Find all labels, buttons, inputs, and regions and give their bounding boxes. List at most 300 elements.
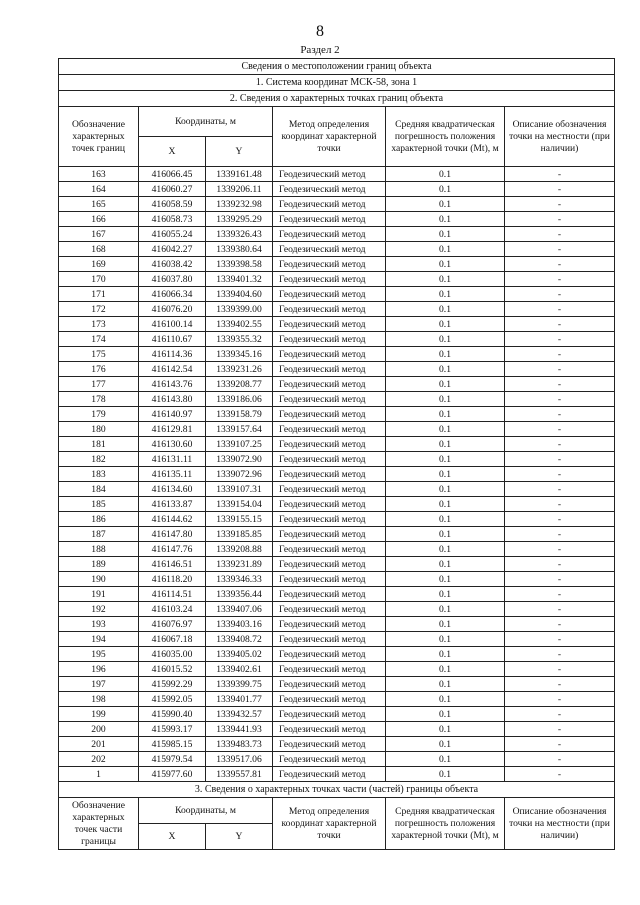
cell-method: Геодезический метод xyxy=(273,512,386,527)
cell-accuracy: 0.1 xyxy=(386,227,505,242)
cell-point-id: 191 xyxy=(59,587,139,602)
cell-point-id: 1 xyxy=(59,767,139,782)
table-row xyxy=(59,497,615,512)
cell-coord-y: 1339441.93 xyxy=(206,722,273,737)
cell-coord-x: 416055.24 xyxy=(139,227,206,242)
table-row xyxy=(59,302,615,317)
cell-coord-x: 416129.81 xyxy=(139,422,206,437)
cell-coord-x: 416142.54 xyxy=(139,362,206,377)
cell-description: - xyxy=(505,752,615,767)
table-row xyxy=(59,437,615,452)
cell-description: - xyxy=(505,617,615,632)
cell-method: Геодезический метод xyxy=(273,497,386,512)
cell-coord-x: 416134.60 xyxy=(139,482,206,497)
cell-coord-y: 1339399.75 xyxy=(206,677,273,692)
table-row xyxy=(59,572,615,587)
cell-coord-x: 416066.45 xyxy=(139,167,206,182)
cell-method: Геодезический метод xyxy=(273,737,386,752)
cell-description: - xyxy=(505,362,615,377)
cell-method: Геодезический метод xyxy=(273,572,386,587)
header3-description: Описание обозначения точки на местности (при наличии) xyxy=(505,798,615,850)
header-method: Метод определения координат характерной точки xyxy=(273,107,386,167)
cell-accuracy: 0.1 xyxy=(386,422,505,437)
cell-method: Геодезический метод xyxy=(273,662,386,677)
cell-accuracy: 0.1 xyxy=(386,497,505,512)
cell-coord-y: 1339231.26 xyxy=(206,362,273,377)
table-row xyxy=(59,647,615,662)
table-row xyxy=(59,197,615,212)
cell-coord-y: 1339346.33 xyxy=(206,572,273,587)
cell-coord-y: 1339557.81 xyxy=(206,767,273,782)
cell-coord-x: 416038.42 xyxy=(139,257,206,272)
cell-coord-x: 416143.80 xyxy=(139,392,206,407)
cell-description: - xyxy=(505,497,615,512)
cell-method: Геодезический метод xyxy=(273,467,386,482)
table-row xyxy=(59,272,615,287)
cell-method: Геодезический метод xyxy=(273,632,386,647)
cell-coord-y: 1339107.31 xyxy=(206,482,273,497)
cell-accuracy: 0.1 xyxy=(386,242,505,257)
cell-coord-y: 1339186.06 xyxy=(206,392,273,407)
header-y: Y xyxy=(206,137,273,167)
cell-point-id: 200 xyxy=(59,722,139,737)
cell-method: Геодезический метод xyxy=(273,182,386,197)
cell-description: - xyxy=(505,407,615,422)
cell-coord-x: 416130.60 xyxy=(139,437,206,452)
cell-coord-y: 1339345.16 xyxy=(206,347,273,362)
cell-description: - xyxy=(505,587,615,602)
cell-coord-y: 1339208.77 xyxy=(206,377,273,392)
cell-coord-y: 1339405.02 xyxy=(206,647,273,662)
cell-method: Геодезический метод xyxy=(273,242,386,257)
cell-coord-y: 1339398.58 xyxy=(206,257,273,272)
cell-method: Геодезический метод xyxy=(273,707,386,722)
table-row xyxy=(59,662,615,677)
table-row xyxy=(59,692,615,707)
cell-coord-x: 415990.40 xyxy=(139,707,206,722)
table-row xyxy=(59,347,615,362)
cell-coord-x: 416135.11 xyxy=(139,467,206,482)
cell-point-id: 165 xyxy=(59,197,139,212)
table-row xyxy=(59,212,615,227)
cell-method: Геодезический метод xyxy=(273,287,386,302)
cell-point-id: 184 xyxy=(59,482,139,497)
cell-description: - xyxy=(505,737,615,752)
cell-description: - xyxy=(505,647,615,662)
cell-coord-y: 1339404.60 xyxy=(206,287,273,302)
cell-coord-x: 416118.20 xyxy=(139,572,206,587)
table-row xyxy=(59,602,615,617)
cell-method: Геодезический метод xyxy=(273,542,386,557)
cell-coord-x: 416066.34 xyxy=(139,287,206,302)
cell-coord-x: 416103.24 xyxy=(139,602,206,617)
cell-description: - xyxy=(505,482,615,497)
header3-method: Метод определения координат характерной точки xyxy=(273,798,386,850)
header-designation: Обозначение характерных точек границ xyxy=(59,107,139,167)
cell-point-id: 173 xyxy=(59,317,139,332)
cell-point-id: 163 xyxy=(59,167,139,182)
cell-coord-x: 415979.54 xyxy=(139,752,206,767)
cell-method: Геодезический метод xyxy=(273,452,386,467)
cell-method: Геодезический метод xyxy=(273,647,386,662)
cell-point-id: 180 xyxy=(59,422,139,437)
cell-method: Геодезический метод xyxy=(273,767,386,782)
cell-coord-x: 415977.60 xyxy=(139,767,206,782)
table-row xyxy=(59,362,615,377)
table-row xyxy=(59,332,615,347)
header-description: Описание обозначения точки на местности (при наличии) xyxy=(505,107,615,167)
cell-coord-x: 416133.87 xyxy=(139,497,206,512)
cell-method: Геодезический метод xyxy=(273,347,386,362)
cell-description: - xyxy=(505,692,615,707)
cell-description: - xyxy=(505,212,615,227)
cell-accuracy: 0.1 xyxy=(386,482,505,497)
cell-method: Геодезический метод xyxy=(273,557,386,572)
cell-description: - xyxy=(505,452,615,467)
table-row xyxy=(59,392,615,407)
cell-coord-x: 416140.97 xyxy=(139,407,206,422)
cell-method: Геодезический метод xyxy=(273,362,386,377)
table-row xyxy=(59,407,615,422)
cell-accuracy: 0.1 xyxy=(386,542,505,557)
cell-coord-x: 416037.80 xyxy=(139,272,206,287)
cell-method: Геодезический метод xyxy=(273,422,386,437)
cell-accuracy: 0.1 xyxy=(386,452,505,467)
cell-method: Геодезический метод xyxy=(273,437,386,452)
cell-point-id: 178 xyxy=(59,392,139,407)
cell-coord-y: 1339356.44 xyxy=(206,587,273,602)
cell-coord-x: 416114.36 xyxy=(139,347,206,362)
table-title: Сведения о местоположении границ объекта xyxy=(59,59,615,75)
cell-method: Геодезический метод xyxy=(273,482,386,497)
part3-title: 3. Сведения о характерных точках части (частей) границы объекта xyxy=(59,782,615,798)
cell-accuracy: 0.1 xyxy=(386,347,505,362)
cell-coord-y: 1339401.77 xyxy=(206,692,273,707)
cell-coord-y: 1339107.25 xyxy=(206,437,273,452)
cell-coord-x: 416060.27 xyxy=(139,182,206,197)
cell-point-id: 197 xyxy=(59,677,139,692)
cell-coord-x: 416110.67 xyxy=(139,332,206,347)
cell-accuracy: 0.1 xyxy=(386,617,505,632)
cell-description: - xyxy=(505,332,615,347)
cell-coord-y: 1339231.89 xyxy=(206,557,273,572)
cell-method: Геодезический метод xyxy=(273,527,386,542)
cell-description: - xyxy=(505,167,615,182)
cell-accuracy: 0.1 xyxy=(386,407,505,422)
cell-description: - xyxy=(505,557,615,572)
cell-description: - xyxy=(505,242,615,257)
cell-coord-x: 416058.59 xyxy=(139,197,206,212)
cell-accuracy: 0.1 xyxy=(386,767,505,782)
cell-point-id: 183 xyxy=(59,467,139,482)
cell-description: - xyxy=(505,287,615,302)
cell-accuracy: 0.1 xyxy=(386,722,505,737)
table-row xyxy=(59,542,615,557)
cell-point-id: 172 xyxy=(59,302,139,317)
cell-accuracy: 0.1 xyxy=(386,317,505,332)
cell-coord-x: 416067.18 xyxy=(139,632,206,647)
table-row xyxy=(59,227,615,242)
table-row xyxy=(59,242,615,257)
cell-accuracy: 0.1 xyxy=(386,392,505,407)
cell-point-id: 179 xyxy=(59,407,139,422)
cell-coord-y: 1339408.72 xyxy=(206,632,273,647)
cell-accuracy: 0.1 xyxy=(386,467,505,482)
cell-point-id: 202 xyxy=(59,752,139,767)
cell-description: - xyxy=(505,317,615,332)
cell-coord-x: 416114.51 xyxy=(139,587,206,602)
cell-method: Геодезический метод xyxy=(273,677,386,692)
cell-accuracy: 0.1 xyxy=(386,677,505,692)
cell-coord-x: 416058.73 xyxy=(139,212,206,227)
table-row xyxy=(59,722,615,737)
cell-accuracy: 0.1 xyxy=(386,287,505,302)
header3-designation: Обозначение характерных точек части границы xyxy=(59,798,139,850)
cell-accuracy: 0.1 xyxy=(386,752,505,767)
cell-point-id: 174 xyxy=(59,332,139,347)
cell-point-id: 175 xyxy=(59,347,139,362)
cell-coord-y: 1339155.15 xyxy=(206,512,273,527)
cell-accuracy: 0.1 xyxy=(386,212,505,227)
cell-coord-x: 416143.76 xyxy=(139,377,206,392)
cell-coord-y: 1339072.90 xyxy=(206,452,273,467)
cell-method: Геодезический метод xyxy=(273,617,386,632)
table-row xyxy=(59,512,615,527)
cell-coord-x: 416100.14 xyxy=(139,317,206,332)
cell-coord-x: 416035.00 xyxy=(139,647,206,662)
cell-coord-x: 415992.05 xyxy=(139,692,206,707)
cell-accuracy: 0.1 xyxy=(386,557,505,572)
cell-method: Геодезический метод xyxy=(273,392,386,407)
cell-accuracy: 0.1 xyxy=(386,362,505,377)
cell-accuracy: 0.1 xyxy=(386,602,505,617)
cell-accuracy: 0.1 xyxy=(386,437,505,452)
header3-x: X xyxy=(139,824,206,850)
cell-method: Геодезический метод xyxy=(273,257,386,272)
table-row xyxy=(59,617,615,632)
cell-description: - xyxy=(505,227,615,242)
cell-method: Геодезический метод xyxy=(273,302,386,317)
page-number: 8 xyxy=(316,23,324,40)
cell-coord-y: 1339517.06 xyxy=(206,752,273,767)
cell-accuracy: 0.1 xyxy=(386,377,505,392)
cell-method: Геодезический метод xyxy=(273,272,386,287)
cell-description: - xyxy=(505,722,615,737)
cell-method: Геодезический метод xyxy=(273,602,386,617)
table-row xyxy=(59,527,615,542)
table-row xyxy=(59,182,615,197)
cell-description: - xyxy=(505,422,615,437)
cell-accuracy: 0.1 xyxy=(386,692,505,707)
cell-description: - xyxy=(505,602,615,617)
cell-description: - xyxy=(505,272,615,287)
cell-accuracy: 0.1 xyxy=(386,272,505,287)
header3-y: Y xyxy=(206,824,273,850)
section-label: Раздел 2 xyxy=(300,44,340,56)
cell-point-id: 201 xyxy=(59,737,139,752)
cell-coord-x: 415993.17 xyxy=(139,722,206,737)
cell-coord-y: 1339432.57 xyxy=(206,707,273,722)
cell-point-id: 194 xyxy=(59,632,139,647)
cell-accuracy: 0.1 xyxy=(386,512,505,527)
cell-accuracy: 0.1 xyxy=(386,632,505,647)
cell-coord-x: 415992.29 xyxy=(139,677,206,692)
cell-coord-y: 1339326.43 xyxy=(206,227,273,242)
cell-point-id: 192 xyxy=(59,602,139,617)
cell-coord-y: 1339206.11 xyxy=(206,182,273,197)
cell-description: - xyxy=(505,467,615,482)
table-row xyxy=(59,257,615,272)
cell-coord-x: 416147.80 xyxy=(139,527,206,542)
cell-description: - xyxy=(505,377,615,392)
cell-description: - xyxy=(505,572,615,587)
cell-coord-x: 416076.20 xyxy=(139,302,206,317)
cell-coord-y: 1339380.64 xyxy=(206,242,273,257)
header-x: X xyxy=(139,137,206,167)
cell-point-id: 186 xyxy=(59,512,139,527)
cell-coord-y: 1339407.06 xyxy=(206,602,273,617)
table-row xyxy=(59,422,615,437)
cell-method: Геодезический метод xyxy=(273,212,386,227)
cell-point-id: 181 xyxy=(59,437,139,452)
header3-accuracy: Средняя квадратическая погрешность положения характерной точки (Mt), м xyxy=(386,798,505,850)
cell-point-id: 169 xyxy=(59,257,139,272)
table-row xyxy=(59,707,615,722)
cell-accuracy: 0.1 xyxy=(386,587,505,602)
cell-accuracy: 0.1 xyxy=(386,167,505,182)
cell-point-id: 190 xyxy=(59,572,139,587)
table-row xyxy=(59,632,615,647)
cell-method: Геодезический метод xyxy=(273,227,386,242)
cell-coord-x: 416042.27 xyxy=(139,242,206,257)
cell-description: - xyxy=(505,662,615,677)
cell-accuracy: 0.1 xyxy=(386,182,505,197)
cell-accuracy: 0.1 xyxy=(386,572,505,587)
cell-coord-y: 1339402.61 xyxy=(206,662,273,677)
cell-accuracy: 0.1 xyxy=(386,257,505,272)
cell-point-id: 167 xyxy=(59,227,139,242)
table-row xyxy=(59,677,615,692)
table-row xyxy=(59,167,615,182)
cell-coord-y: 1339295.29 xyxy=(206,212,273,227)
cell-accuracy: 0.1 xyxy=(386,302,505,317)
cell-point-id: 198 xyxy=(59,692,139,707)
boundary-table xyxy=(58,58,615,850)
cell-point-id: 171 xyxy=(59,287,139,302)
table-row xyxy=(59,452,615,467)
cell-coord-y: 1339399.00 xyxy=(206,302,273,317)
table-row xyxy=(59,287,615,302)
cell-point-id: 199 xyxy=(59,707,139,722)
cell-description: - xyxy=(505,257,615,272)
table-row xyxy=(59,377,615,392)
table-row xyxy=(59,557,615,572)
cell-point-id: 166 xyxy=(59,212,139,227)
cell-coord-y: 1339355.32 xyxy=(206,332,273,347)
cell-coord-x: 415985.15 xyxy=(139,737,206,752)
cell-method: Геодезический метод xyxy=(273,407,386,422)
cell-accuracy: 0.1 xyxy=(386,197,505,212)
cell-point-id: 193 xyxy=(59,617,139,632)
cell-method: Геодезический метод xyxy=(273,692,386,707)
header-coordinates: Координаты, м xyxy=(139,107,273,137)
cell-description: - xyxy=(505,542,615,557)
table-row xyxy=(59,317,615,332)
cell-description: - xyxy=(505,707,615,722)
cell-point-id: 168 xyxy=(59,242,139,257)
coord-system: 1. Система координат МСК-58, зона 1 xyxy=(59,75,615,91)
part2-title: 2. Сведения о характерных точках границ объекта xyxy=(59,91,615,107)
cell-point-id: 189 xyxy=(59,557,139,572)
cell-point-id: 170 xyxy=(59,272,139,287)
cell-coord-x: 416076.97 xyxy=(139,617,206,632)
cell-method: Геодезический метод xyxy=(273,722,386,737)
cell-description: - xyxy=(505,197,615,212)
table-row xyxy=(59,752,615,767)
cell-description: - xyxy=(505,512,615,527)
cell-coord-y: 1339072.96 xyxy=(206,467,273,482)
cell-coord-y: 1339158.79 xyxy=(206,407,273,422)
cell-method: Геодезический метод xyxy=(273,332,386,347)
cell-coord-x: 416131.11 xyxy=(139,452,206,467)
cell-coord-x: 416015.52 xyxy=(139,662,206,677)
cell-coord-x: 416146.51 xyxy=(139,557,206,572)
cell-description: - xyxy=(505,302,615,317)
cell-description: - xyxy=(505,632,615,647)
cell-description: - xyxy=(505,767,615,782)
cell-accuracy: 0.1 xyxy=(386,527,505,542)
cell-accuracy: 0.1 xyxy=(386,647,505,662)
cell-method: Геодезический метод xyxy=(273,587,386,602)
cell-description: - xyxy=(505,182,615,197)
cell-description: - xyxy=(505,437,615,452)
cell-method: Геодезический метод xyxy=(273,167,386,182)
cell-point-id: 177 xyxy=(59,377,139,392)
cell-coord-y: 1339232.98 xyxy=(206,197,273,212)
cell-coord-y: 1339161.48 xyxy=(206,167,273,182)
cell-coord-y: 1339483.73 xyxy=(206,737,273,752)
header3-coordinates: Координаты, м xyxy=(139,798,273,824)
table-row xyxy=(59,737,615,752)
table-row xyxy=(59,587,615,602)
cell-point-id: 187 xyxy=(59,527,139,542)
cell-point-id: 188 xyxy=(59,542,139,557)
cell-description: - xyxy=(505,347,615,362)
table-row xyxy=(59,767,615,782)
cell-point-id: 195 xyxy=(59,647,139,662)
cell-description: - xyxy=(505,392,615,407)
cell-point-id: 164 xyxy=(59,182,139,197)
cell-method: Геодезический метод xyxy=(273,377,386,392)
cell-point-id: 185 xyxy=(59,497,139,512)
cell-coord-y: 1339403.16 xyxy=(206,617,273,632)
cell-coord-y: 1339402.55 xyxy=(206,317,273,332)
cell-accuracy: 0.1 xyxy=(386,737,505,752)
cell-method: Геодезический метод xyxy=(273,197,386,212)
cell-coord-x: 416147.76 xyxy=(139,542,206,557)
table-row xyxy=(59,482,615,497)
cell-accuracy: 0.1 xyxy=(386,662,505,677)
cell-point-id: 176 xyxy=(59,362,139,377)
cell-coord-y: 1339185.85 xyxy=(206,527,273,542)
cell-accuracy: 0.1 xyxy=(386,707,505,722)
cell-coord-y: 1339401.32 xyxy=(206,272,273,287)
cell-method: Геодезический метод xyxy=(273,317,386,332)
cell-coord-y: 1339208.88 xyxy=(206,542,273,557)
cell-coord-y: 1339154.04 xyxy=(206,497,273,512)
cell-description: - xyxy=(505,527,615,542)
cell-description: - xyxy=(505,677,615,692)
